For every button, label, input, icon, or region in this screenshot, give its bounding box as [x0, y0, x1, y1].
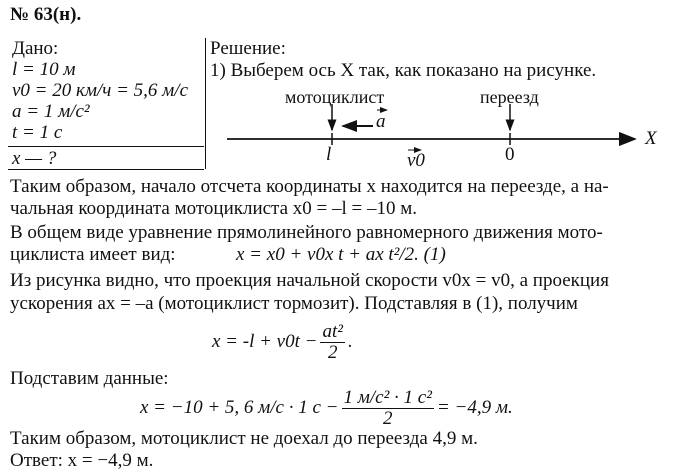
paragraph-2b: циклиста имеет вид: — [10, 244, 176, 265]
equation-3-fraction — [342, 388, 434, 429]
equation-3-right: = −4,9 м. — [436, 397, 513, 418]
solution-step1: 1) Выберем ось X так, как показано на рисунке. — [210, 60, 597, 81]
equation-3-left: x = −10 + 5, 6 м/с · 1 с − — [140, 397, 339, 418]
paragraph-1b: чальная координата мотоциклиста x0 = –l = –10 м. — [10, 198, 417, 219]
label-crossing: переезд — [480, 87, 539, 107]
label-l: l — [326, 144, 332, 165]
given-bottom-line — [8, 169, 204, 170]
equation-1: x = x0 + v0x t + ax t²/2. (1) — [236, 244, 446, 265]
paragraph-1: Таким образом, начало отсчета координаты x находится на переезде, а на- — [10, 176, 609, 197]
solution-heading: Решение: — [210, 38, 286, 59]
label-zero: 0 — [505, 144, 515, 165]
axis-diagram — [205, 84, 675, 170]
paragraph-3b: ускорения ax = –a (мотоциклист тормозит). Подставляя в (1), получим — [10, 293, 578, 314]
label-axis-x: X — [645, 128, 657, 149]
equation-2-fraction — [320, 322, 344, 363]
problem-number: № 63(н). — [10, 4, 82, 25]
given-heading: Дано: — [12, 38, 59, 59]
label-vector-a: a — [376, 111, 386, 132]
given-line-t: t = 1 с — [12, 122, 63, 143]
paragraph-2: В общем виде уравнение прямолинейного равномерного движения мото- — [10, 222, 603, 243]
given-line-v0: v0 = 20 км/ч = 5,6 м/с — [12, 80, 189, 101]
paragraph-3: Из рисунка видно, что проекция начальной скорости v0x = v0, а проекция — [10, 270, 609, 291]
paragraph-4: Подставим данные: — [10, 368, 169, 389]
equation-2: x = -l + v0t − $\frac{\text{at²}}{2}$ . — [212, 320, 353, 363]
label-vector-v0: v0 — [407, 150, 425, 171]
given-divider — [8, 146, 204, 147]
given-line-l: l = 10 м — [12, 59, 76, 80]
given-line-a: a = 1 м/c² — [12, 101, 90, 122]
equation-2-numerator: at² — [322, 320, 343, 342]
equation-3 — [140, 384, 513, 432]
label-motorcyclist: мотоциклист — [285, 87, 385, 107]
equation-2-left: x = -l + v0t − — [212, 331, 318, 352]
equation-2-denominator: 2 — [327, 341, 338, 363]
given-find: x — ? — [12, 148, 57, 169]
answer: Ответ: x = −4,9 м. — [10, 450, 154, 471]
equation-3-denominator: 2 — [382, 407, 393, 429]
equation-3-numerator: 1 м/c² · 1 c² — [343, 386, 432, 408]
axis-figure — [205, 84, 675, 170]
paragraph-5: Таким образом, мотоциклист не доехал до переезда 4,9 м. — [10, 428, 478, 449]
